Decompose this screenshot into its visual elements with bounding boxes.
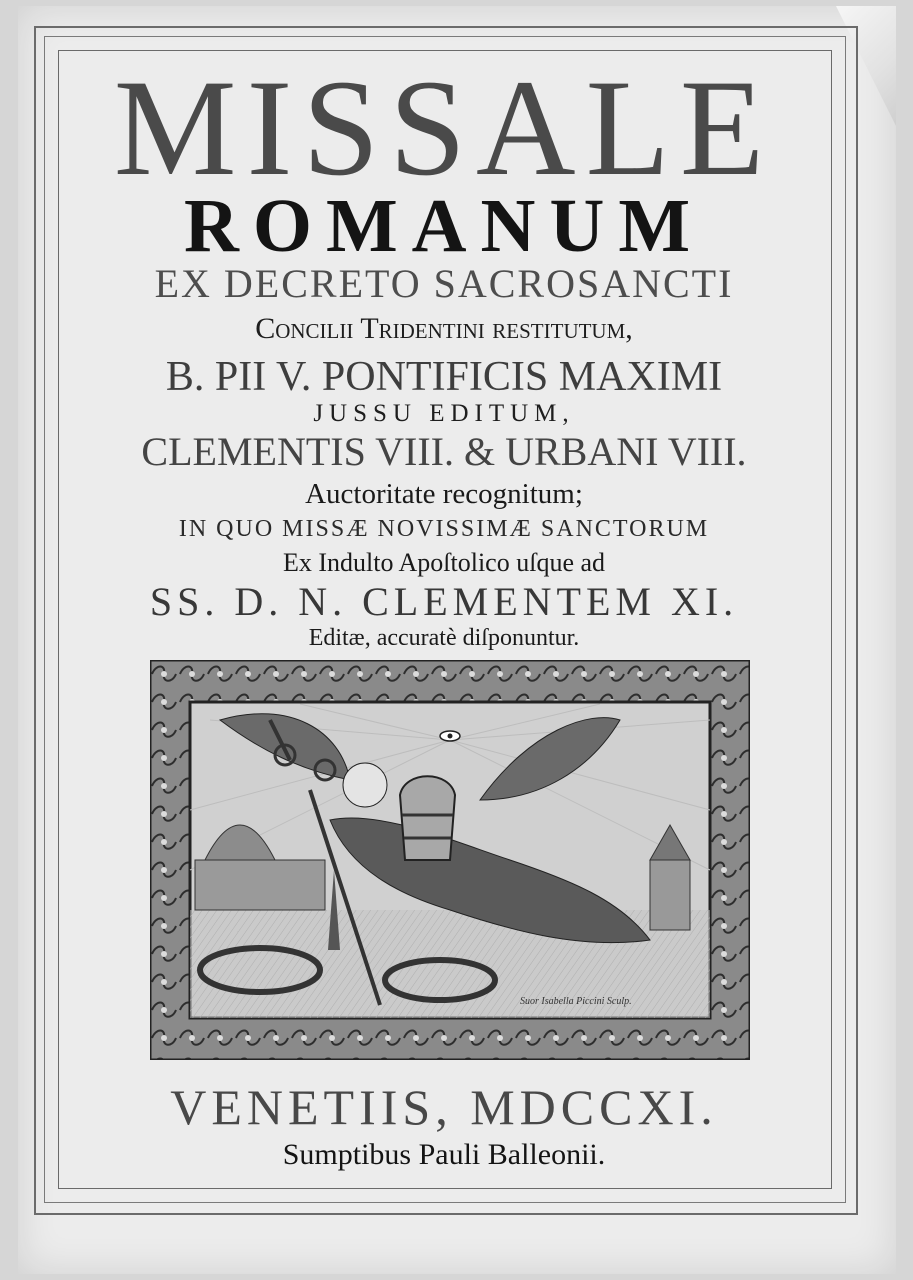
imprint-place-date: VENETIIS, MDCCXI. — [170, 1079, 718, 1135]
title-romanum: ROMANUM — [183, 184, 705, 268]
subtitle-pii: B. PII V. PONTIFICIS MAXIMI — [165, 354, 723, 400]
subtitle-auctoritate: Auctoritate recognitum; — [305, 478, 583, 510]
engraver-signature: Suor Isabella Piccini Sculp. — [520, 996, 632, 1007]
title-missale: MISSALE — [113, 51, 775, 204]
subtitle-indulto: Ex Indulto Apoſtolico uſque ad — [282, 548, 606, 577]
subtitle-clementis: CLEMENTIS VIII. & URBANI VIII. — [141, 429, 747, 474]
subtitle-concilii: Concilii Tridentini reſtitutum, — [255, 312, 633, 345]
subtitle-jussu: JUSSU EDITUM, — [313, 400, 575, 427]
subtitle-in-quo: IN QUO MISSÆ NOVISSIMÆ SANCTORUM — [178, 516, 710, 542]
imprint-publisher: Sumptibus Pauli Balleonii. — [282, 1138, 606, 1171]
subtitle-editae: Editæ, accuratè diſponuntur. — [308, 625, 580, 651]
angel-engraving-icon — [150, 660, 750, 1060]
subtitle-clementem: SS. D. N. CLEMENTEM XI. — [149, 579, 739, 624]
subtitle-decreto: EX DECRETO SACROSANCTI — [154, 261, 734, 306]
